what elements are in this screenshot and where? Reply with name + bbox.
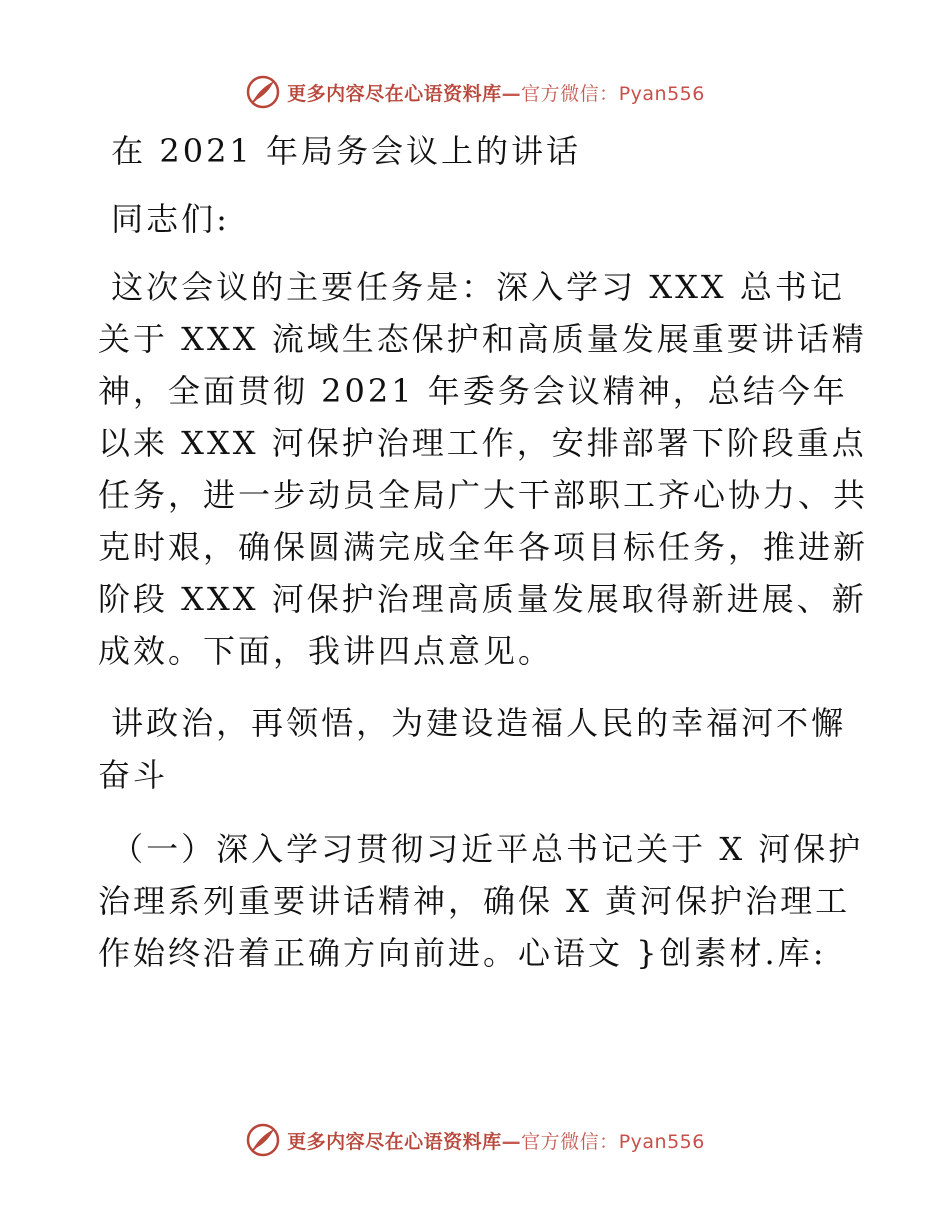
banner-separator: — <box>501 1130 522 1153</box>
banner-wechat-label: 官方微信： <box>521 1130 619 1153</box>
paragraph-intro: 这次会议的主要任务是：深入学习 XXX 总书记关于 XXX 流域生态保护和高质量发展重要讲话精神，全面贯彻 2021 年委务会议精神，总结今年以来 XXX 河保护治理工作，安排部署下阶段重点任务，进一步动员全局广大干部职工齐心协力、共克时艰，确保圆满完成全年各项目标任务，推进新阶段 XXX 河保护治理高质量发展取得新进展、新成效。下面，我讲四点意见。 <box>98 268 869 670</box>
banner-main-text: 更多内容尽在心语资料库 <box>287 1130 502 1153</box>
banner-account: Pyan556 <box>618 1130 705 1153</box>
document-body <box>98 120 868 979</box>
document-title: 在 2021 年局务会议上的讲话 <box>98 132 581 170</box>
banner-account: Pyan556 <box>618 82 705 105</box>
banner-text <box>287 1127 705 1154</box>
header-watermark-banner <box>0 72 950 112</box>
document-greeting: 同志们: <box>98 200 230 238</box>
feather-pen-logo-icon <box>245 74 281 110</box>
banner-main-text: 更多内容尽在心语资料库 <box>287 82 502 105</box>
banner-text <box>287 79 705 106</box>
footer-watermark-banner <box>0 1120 950 1160</box>
feather-pen-logo-icon <box>245 1122 281 1158</box>
section-heading-1: 讲政治，再领悟，为建设造福人民的幸福河不懈奋斗 <box>98 704 847 794</box>
banner-separator: — <box>501 82 522 105</box>
subsection-heading-1: （一）深入学习贯彻习近平总书记关于 X 河保护治理系列重要讲话精神，确保 X 黄河保护治理工作始终沿着正确方向前进。心语文 }创素材.库: <box>98 830 864 972</box>
banner-wechat-label: 官方微信： <box>521 82 619 105</box>
